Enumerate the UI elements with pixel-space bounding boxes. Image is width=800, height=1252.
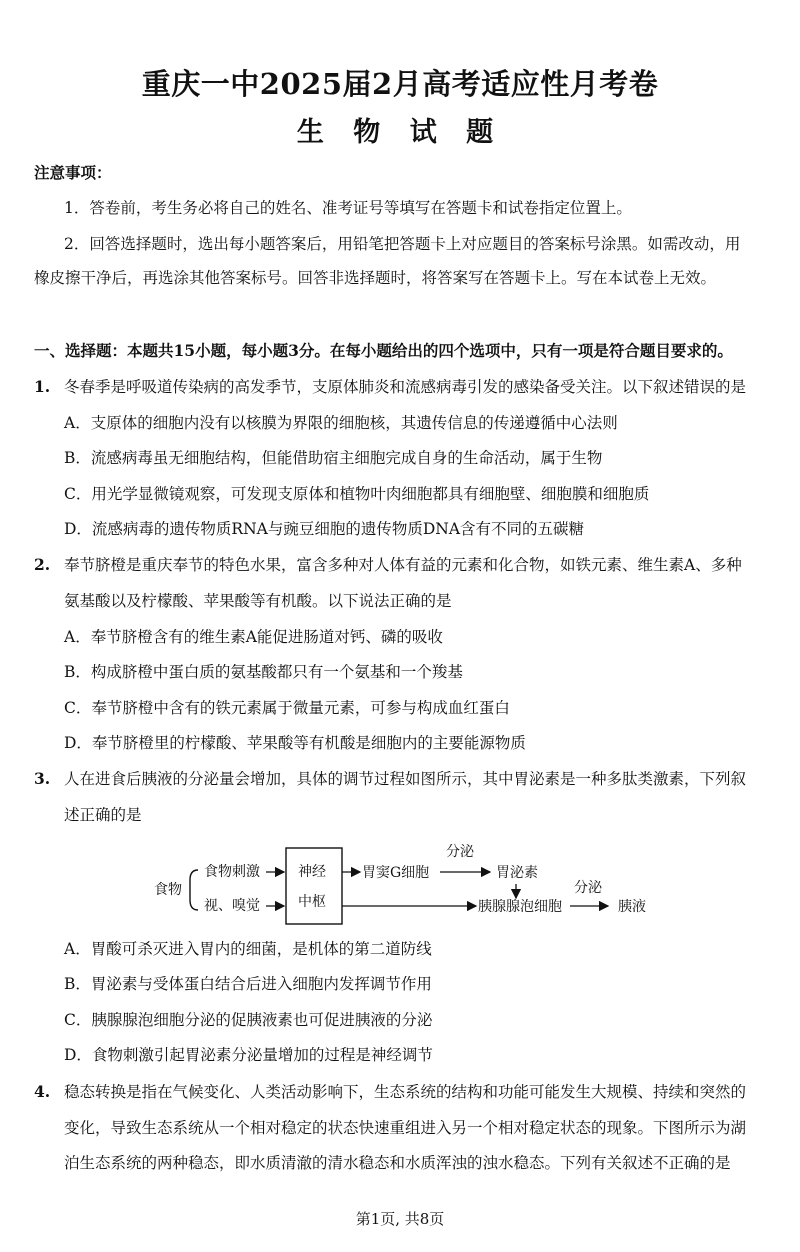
question-number: 2. (34, 555, 51, 574)
option-c: C．奉节脐橙中含有的铁元素属于微量元素，可参与构成血红蛋白 (64, 699, 510, 717)
diagram-brace (190, 870, 198, 910)
question-number: 1. (34, 377, 51, 396)
notice-item-1: 1．答卷前，考生务必将自己的姓名、准考证号等填写在答题卡和试卷指定位置上。 (64, 199, 632, 217)
question-number: 3. (34, 769, 51, 788)
diagram-center-2: 中枢 (298, 894, 326, 910)
option-a: A．胃酸可杀灭进入胃内的细菌，是机体的第二道防线 (64, 940, 432, 958)
question-stem-line-1: 奉节脐橙是重庆奉节的特色水果，富含多种对人体有益的元素和化合物，如铁元素、维生素A、多种 (64, 556, 742, 574)
question-stem-line-2: 变化，导致生态系统从一个相对稳定的状态快速重组进入另一个相对稳定状态的现象。下图所示为湖 (64, 1119, 747, 1137)
diagram-stim-sense: 视、嗅觉 (204, 898, 260, 914)
notice-item-2-line-2: 橡皮擦干净后，再选涂其他答案标号。回答非选择题时，将答案写在答题卡上。写在本试卷上无效。 (34, 269, 717, 287)
notice-item-2-line-1: 2．回答选择题时，选出每小题答案后，用铅笔把答题卡上对应题目的答案标号涂黑。如需改动，用 (64, 235, 741, 253)
option-b: B．胃泌素与受体蛋白结合后进入细胞内发挥调节作用 (64, 975, 432, 993)
diagram-secrete-2: 分泌 (574, 880, 602, 896)
question-stem: 冬春季是呼吸道传染病的高发季节，支原体肺炎和流感病毒引发的感染备受关注。以下叙述错误的是 (64, 378, 747, 396)
diagram-food: 食物 (154, 882, 182, 898)
page-footer: 第1页, 共8页 (355, 1210, 445, 1228)
diagram-gastrin: 胃泌素 (496, 865, 538, 881)
diagram-g-cell: 胃窦G细胞 (362, 865, 430, 881)
option-b: B．流感病毒虽无细胞结构，但能借助宿主细胞完成自身的生命活动，属于生物 (64, 449, 603, 467)
diagram-center-1: 神经 (298, 864, 326, 880)
diagram-stim-food: 食物刺激 (204, 864, 260, 880)
question-stem-line-2: 氨基酸以及柠檬酸、苹果酸等有机酸。以下说法正确的是 (64, 592, 452, 610)
question-stem-line-1: 稳态转换是指在气候变化、人类活动影响下，生态系统的结构和功能可能发生大规模、持续和突然的 (64, 1083, 747, 1101)
question-stem-line-1: 人在进食后胰液的分泌量会增加，具体的调节过程如图所示，其中胃泌素是一种多肽类激素，下列叙 (64, 770, 747, 788)
question-stem-line-3: 泊生态系统的两种稳态，即水质清澈的清水稳态和水质浑浊的浊水稳态。下列有关叙述不正确的是 (64, 1154, 731, 1172)
diagram-secrete-1: 分泌 (446, 844, 474, 860)
subject-title: 生 物 试 题 (296, 117, 504, 148)
section-heading: 一、选择题：本题共15小题，每小题3分。在每小题给出的四个选项中，只有一项是符合题目要求的。 (34, 341, 733, 360)
diagram-acinar-cell: 胰腺腺泡细胞 (478, 899, 562, 915)
option-c: C．用光学显微镜观察，可发现支原体和植物叶肉细胞都具有细胞壁、细胞膜和细胞质 (64, 485, 650, 503)
option-c: C．胰腺腺泡细胞分泌的促胰液素也可促进胰液的分泌 (64, 1011, 433, 1029)
diagram-pancreatic-juice: 胰液 (618, 899, 646, 915)
option-d: D．奉节脐橙里的柠檬酸、苹果酸等有机酸是细胞内的主要能源物质 (64, 734, 526, 752)
option-b: B．构成脐橙中蛋白质的氨基酸都只有一个氨基和一个羧基 (64, 663, 463, 681)
notice-heading: 注意事项： (34, 163, 112, 182)
regulation-diagram (150, 832, 670, 928)
option-d: D．食物刺激引起胃泌素分泌量增加的过程是神经调节 (64, 1046, 433, 1064)
option-a: A．奉节脐橙含有的维生素A能促进肠道对钙、磷的吸收 (64, 628, 443, 646)
option-a: A．支原体的细胞内没有以核膜为界限的细胞核，其遗传信息的传递遵循中心法则 (64, 414, 618, 432)
question-number: 4. (34, 1082, 51, 1101)
diagram-nerve-center-box (286, 848, 342, 924)
question-stem-line-2: 述正确的是 (64, 806, 142, 824)
option-d: D．流感病毒的遗传物质RNA与豌豆细胞的遗传物质DNA含有不同的五碳糖 (64, 520, 585, 538)
exam-title: 重庆一中2025届2月高考适应性月考卷 (141, 67, 659, 101)
